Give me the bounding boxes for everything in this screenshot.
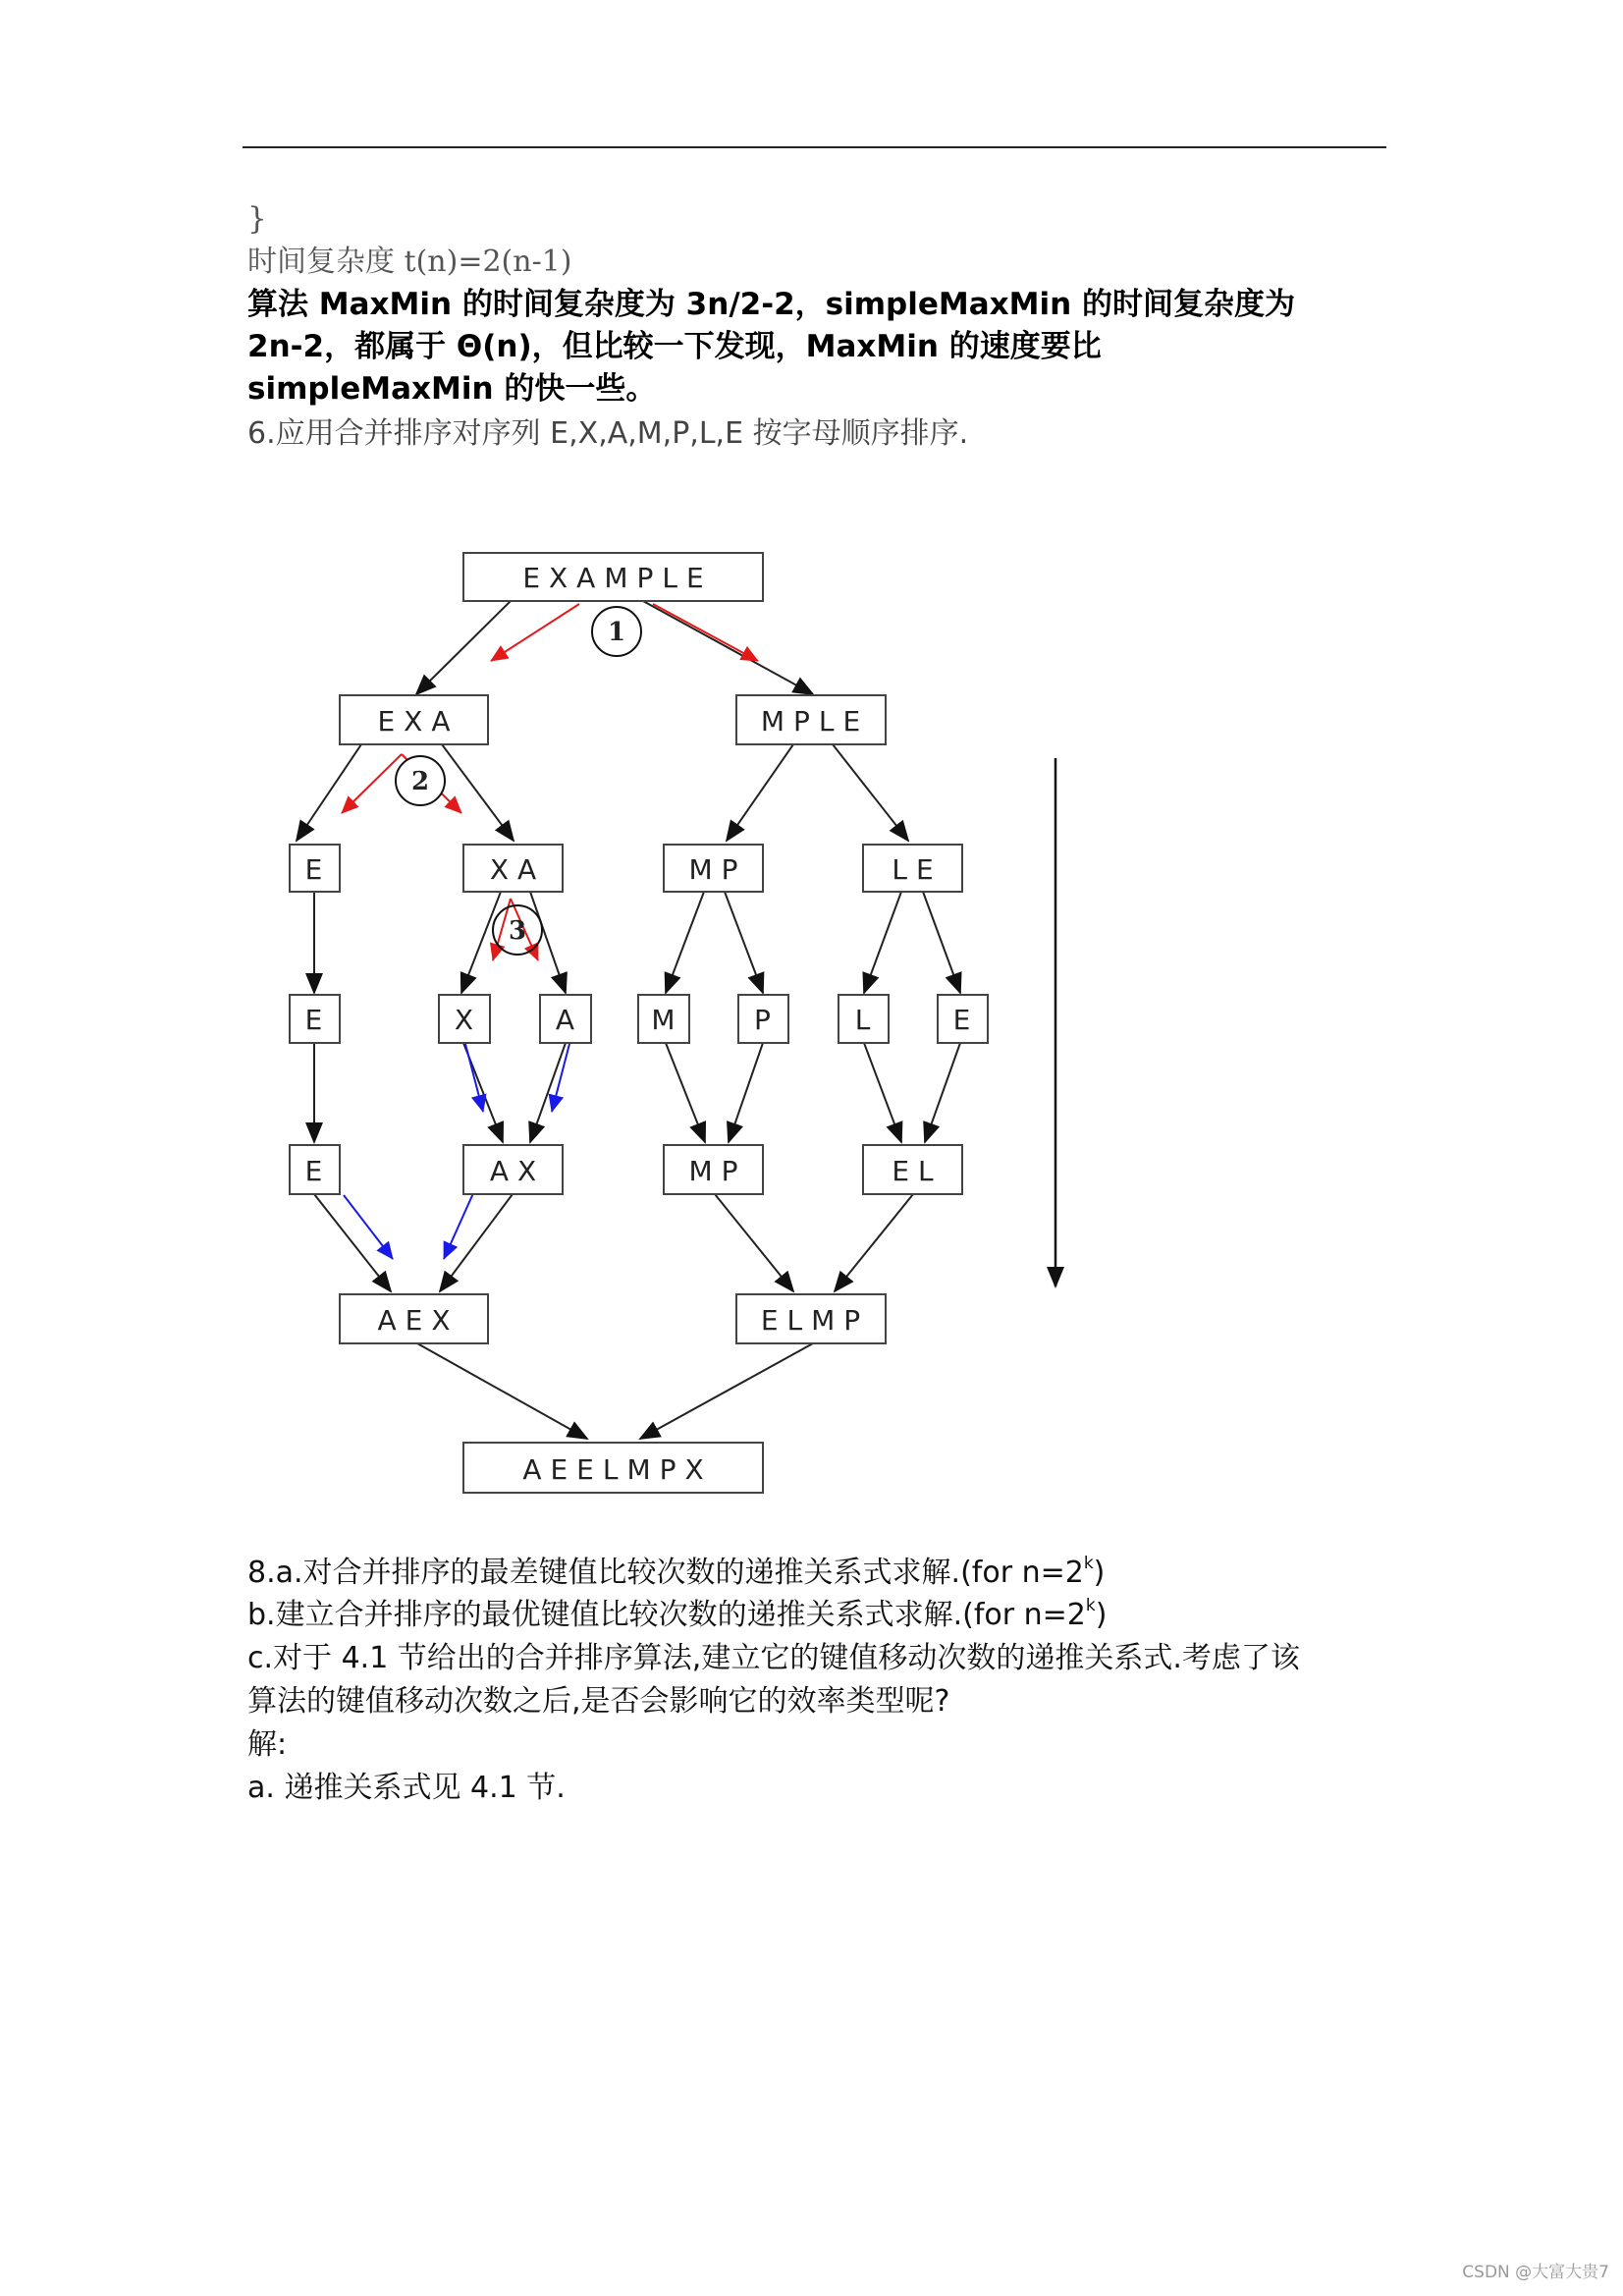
edge	[530, 892, 566, 993]
edge	[442, 744, 514, 841]
edge	[864, 1043, 901, 1142]
edge	[725, 892, 763, 993]
node-l3-label: X	[454, 1004, 483, 1036]
question-8b	[247, 1596, 1107, 1635]
node-m2-label: ELMP	[760, 1304, 870, 1337]
edge	[666, 892, 704, 993]
node-l3-label: E	[304, 1004, 332, 1036]
node-l2-label: E	[304, 853, 332, 886]
question-8a	[247, 1554, 1105, 1593]
edge	[923, 892, 960, 993]
close-paren: )	[1093, 1556, 1106, 1590]
node-root-label: EXAMPLE	[522, 562, 713, 594]
edge	[461, 892, 501, 993]
summary-line-1: 算法 MaxMin 的时间复杂度为 3n/2-2，simpleMaxMin 的时间复杂度为	[247, 287, 1295, 322]
edge	[864, 892, 901, 993]
node-right-half-label: MPLE	[760, 705, 870, 738]
node-l3-label: E	[952, 1004, 980, 1036]
blue-arrow	[344, 1195, 393, 1259]
edge	[417, 1343, 587, 1439]
node-m2-label: AEX	[377, 1304, 460, 1337]
edge	[297, 744, 361, 841]
close-paren: )	[1095, 1598, 1108, 1632]
edge	[833, 744, 908, 841]
node-l3-label: P	[754, 1004, 780, 1036]
red-arrow	[342, 754, 402, 813]
answer-a: a. 递推关系式见 4.1 节.	[247, 1771, 566, 1805]
watermark: CSDN @大富大贵7	[1462, 2263, 1609, 2282]
edge	[643, 601, 813, 694]
node-l3-label: L	[854, 1004, 880, 1036]
tree-nodes	[290, 553, 988, 1493]
node-left-half-label: EXA	[377, 705, 460, 738]
node-result-label: AEELMPX	[522, 1453, 713, 1486]
question-8c-line-1: c.对于 4.1 节给出的合并排序算法,建立它的键值移动次数的递推关系式.考虑了该	[247, 1641, 1300, 1675]
step-markers	[396, 607, 641, 955]
edge	[715, 1194, 793, 1291]
node-l2-label: LE	[892, 853, 943, 886]
node-l3-label: A	[555, 1004, 584, 1036]
node-m1-label: MP	[688, 1155, 747, 1187]
complexity-line: 时间复杂度 t(n)=2(n-1)	[247, 245, 572, 279]
edge	[640, 1343, 813, 1439]
blue-merge-arrows	[344, 1021, 575, 1259]
edge	[416, 601, 511, 694]
summary-line-2: 2n-2，都属于 Θ(n)，但比较一下发现，MaxMin 的速度要比	[247, 329, 1102, 364]
question-8b-text: b.建立合并排序的最优键值比较次数的递推关系式求解.(for n=2	[247, 1598, 1086, 1632]
node-m1-label: E	[304, 1155, 332, 1187]
red-arrow	[653, 604, 758, 661]
edge	[727, 744, 793, 841]
exponent-k: k	[1083, 1554, 1094, 1573]
node-m1-label: EL	[892, 1155, 943, 1187]
edge	[530, 1043, 566, 1142]
exponent-k: k	[1085, 1596, 1096, 1615]
edge	[835, 1194, 913, 1291]
step-marker-1-label: 1	[607, 618, 626, 647]
question-6: 6.应用合并排序对序列 E,X,A,M,P,L,E 按字母顺序排序.	[247, 416, 969, 451]
closing-brace: }	[247, 201, 267, 237]
question-8c-line-2: 算法的键值移动次数之后,是否会影响它的效率类型呢?	[247, 1684, 950, 1719]
node-l2-label: XA	[489, 853, 546, 886]
red-arrow	[491, 604, 579, 661]
node-l3-label: M	[651, 1004, 684, 1036]
edge	[729, 1043, 763, 1142]
node-m1-label: AX	[489, 1155, 546, 1187]
node-l2-label: MP	[688, 853, 747, 886]
edge	[925, 1043, 960, 1142]
step-marker-3-label: 3	[508, 916, 527, 946]
step-marker-2-label: 2	[410, 767, 430, 796]
question-8a-text: 8.a.对合并排序的最差键值比较次数的递推关系式求解.(for n=2	[247, 1556, 1084, 1590]
answer-label: 解:	[247, 1727, 288, 1762]
summary-line-3: simpleMaxMin 的快一些。	[247, 371, 657, 407]
edge	[666, 1043, 705, 1142]
